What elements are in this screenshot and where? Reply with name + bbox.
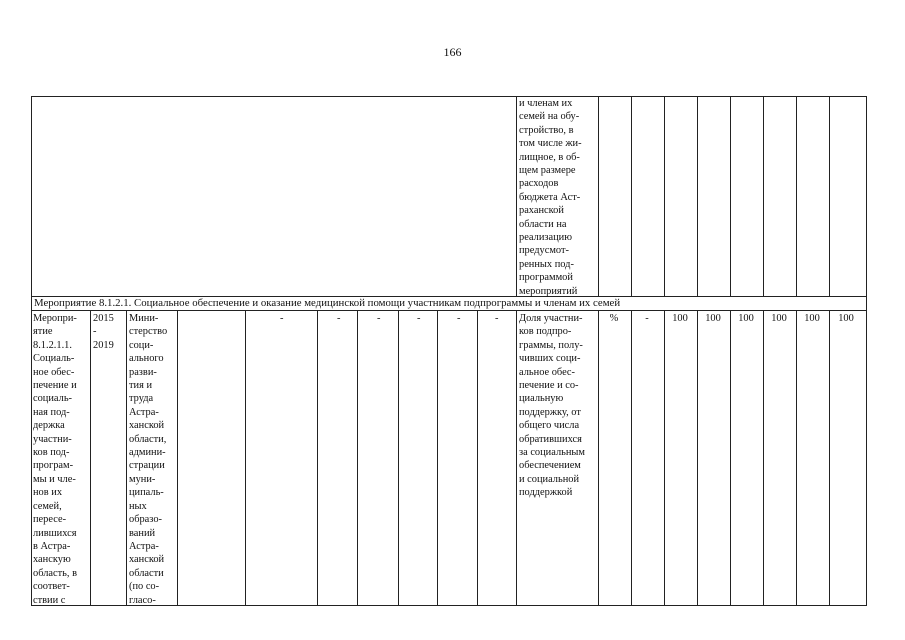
- column-divider: [763, 96, 764, 296]
- funding-cell: -: [377, 313, 381, 324]
- column-divider: [664, 310, 665, 606]
- column-divider: [90, 310, 91, 606]
- column-divider: [697, 96, 698, 296]
- column-divider: [796, 96, 797, 296]
- base-value-cell: -: [645, 313, 649, 324]
- column-divider: [829, 96, 830, 296]
- column-divider: [631, 96, 632, 296]
- period-cell: 2015 - 2019: [93, 313, 114, 351]
- measure-banner: Мероприятие 8.1.2.1. Социальное обеспечение и оказание медицинской помощи участникам подпрограммы и членам их семей: [34, 297, 621, 309]
- funding-cell: -: [280, 313, 284, 324]
- funding-cell: -: [457, 313, 461, 324]
- indicator-cell: Доля участни- ков подпро- граммы, полу- чивших соци- альное обес- печение и со- циальную поддержку, от общего числа обратившихся за социальным обеспечением и социальной поддержкой: [519, 313, 585, 499]
- funding-cell: -: [417, 313, 421, 324]
- target-value-cell: 100: [705, 313, 721, 324]
- column-divider: [664, 96, 665, 296]
- target-value-cell: 100: [738, 313, 754, 324]
- column-divider: [631, 310, 632, 606]
- target-value-cell: 100: [672, 313, 688, 324]
- column-divider: [763, 310, 764, 606]
- column-divider: [730, 310, 731, 606]
- column-divider: [398, 310, 399, 606]
- column-divider: [317, 310, 318, 606]
- column-divider: [357, 310, 358, 606]
- target-value-cell: 100: [771, 313, 787, 324]
- column-divider: [177, 310, 178, 606]
- column-divider: [697, 310, 698, 606]
- executor-cell: Мини- стерство соци- ального разви- тия и труда Астра- ханской области, админи- страции муни- ципаль- ных образо- ваний Астра- ханской области (по со- гласо-: [129, 313, 168, 606]
- unit-cell: %: [609, 313, 619, 324]
- page-number: 166: [443, 45, 462, 59]
- column-divider: [730, 96, 731, 296]
- funding-cell: -: [337, 313, 341, 324]
- column-divider: [516, 96, 517, 296]
- target-value-cell: 100: [804, 313, 820, 324]
- table-divider: [31, 310, 867, 311]
- target-value-cell: 100: [838, 313, 854, 324]
- column-divider: [516, 310, 517, 606]
- column-divider: [477, 310, 478, 606]
- funding-cell: -: [495, 313, 499, 324]
- measure-name-cell: Меропри- ятие 8.1.2.1.1. Социаль- ное обес- печение и социаль- ная под- держка участни- ков под- програм- мы и чле- нов их семей, пересе- лившихся в Астра- ханскую область, в соответ- ствии с: [33, 313, 78, 606]
- column-divider: [829, 310, 830, 606]
- column-divider: [437, 310, 438, 606]
- column-divider: [245, 310, 246, 606]
- column-divider: [126, 310, 127, 606]
- column-divider: [796, 310, 797, 606]
- column-divider: [598, 96, 599, 296]
- indicator-continued-cell: и членам их семей на обу- стройство, в том числе жи- лищное, в об- щем размере расходов бюджета Аст- раханской области на реализацию предусмот- ренных под- программой мероприятий: [519, 98, 582, 297]
- column-divider: [598, 310, 599, 606]
